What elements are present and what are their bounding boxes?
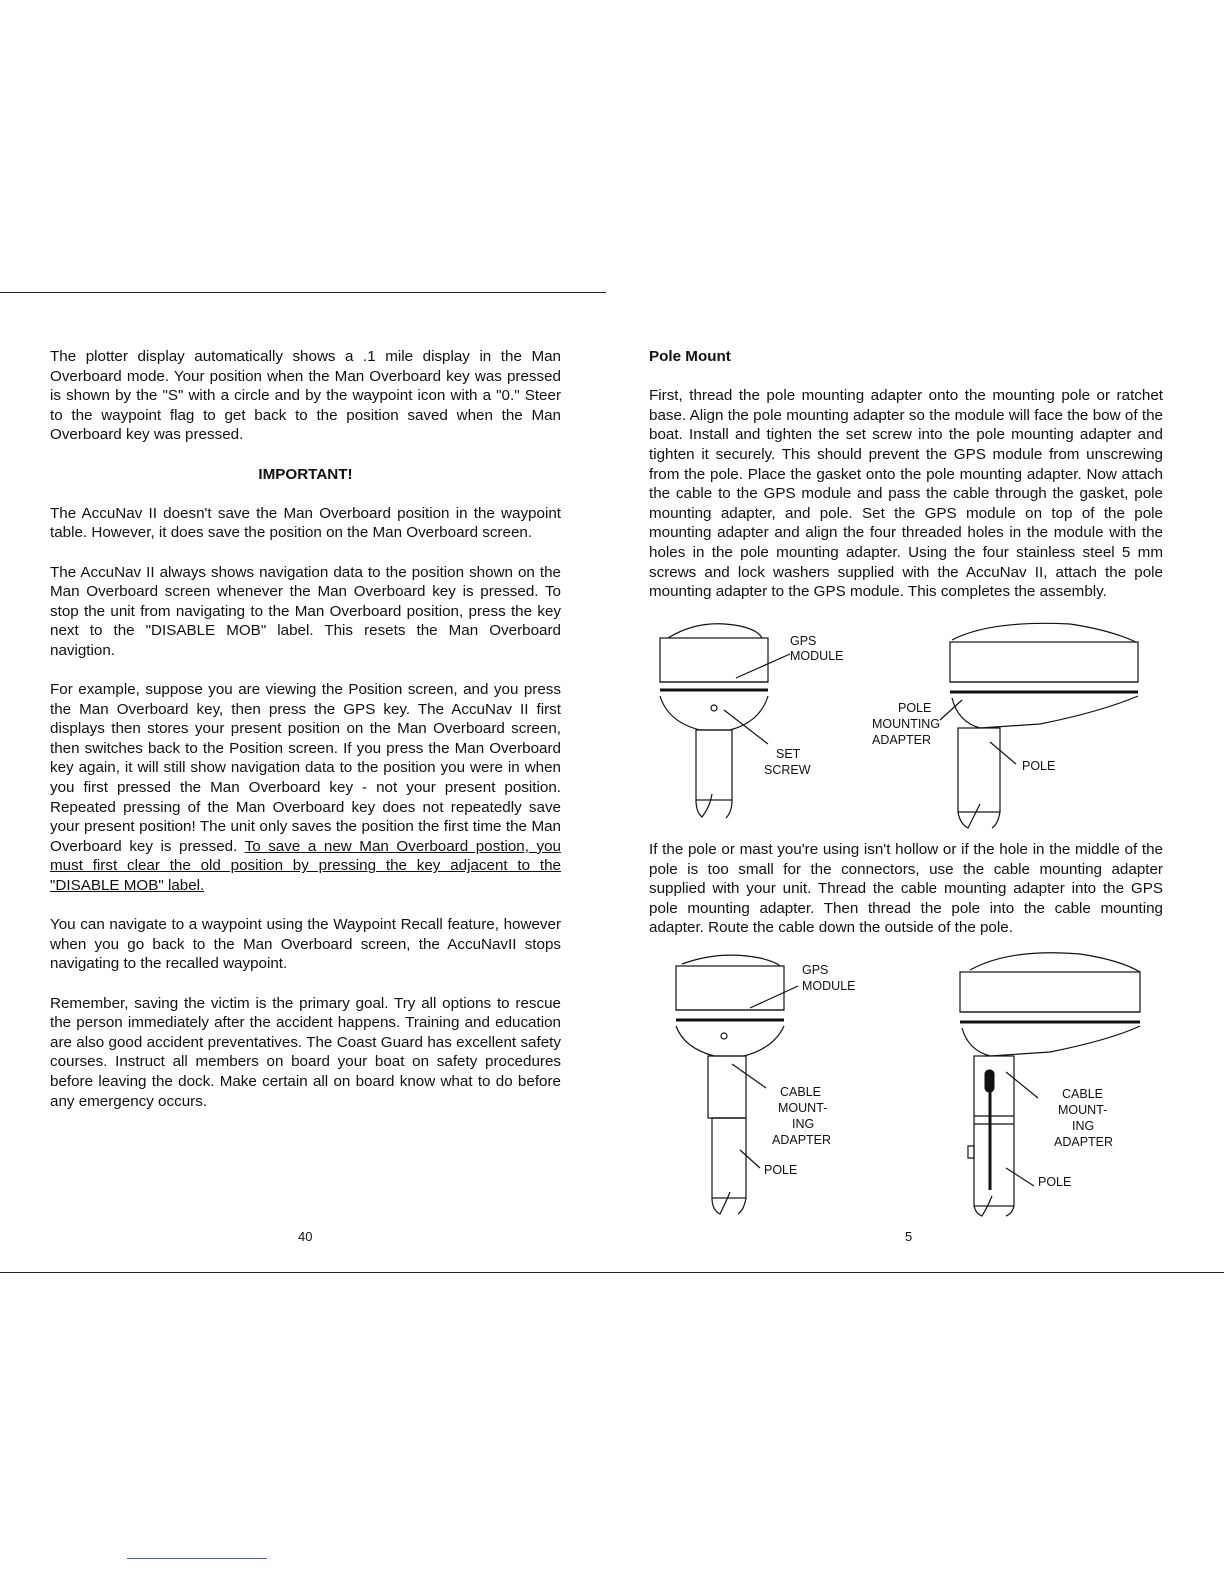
right-page-text-2 bbox=[649, 840, 1163, 958]
fig1-screw-label: SCREW bbox=[764, 763, 811, 777]
gps-module-drawing-right bbox=[940, 623, 1138, 828]
fig1-pole-mounting-label-3: ADAPTER bbox=[872, 733, 932, 747]
fig2-adapter-label-right: ADAPTER bbox=[1054, 1135, 1114, 1149]
left-para-6: Remember, saving the victim is the primary goal. Try all options to rescue the person immediately after the accident happens. Training and education are also good accident preventatives. The Coast Guard has excellent safety courses. Instruct all members on board your boat on safety procedures before leaving the dock. Make certain all on board know what to do before any emergency occurs. bbox=[50, 994, 561, 1110]
fig2-pole-label-right: POLE bbox=[1038, 1175, 1072, 1189]
fig2-cable-label-right: CABLE bbox=[1062, 1087, 1103, 1101]
fig1-pole-mounting-label-1: POLE bbox=[898, 701, 932, 715]
pole-mount-heading: Pole Mount bbox=[649, 348, 731, 365]
top-rule bbox=[0, 292, 606, 293]
fig2-mount-label-right: MOUNT- bbox=[1058, 1103, 1108, 1117]
important-heading: IMPORTANT! bbox=[258, 465, 353, 483]
left-page-number: 40 bbox=[298, 1229, 313, 1244]
fig2-cable-label-left: CABLE bbox=[780, 1085, 821, 1099]
fig1-pole-label: POLE bbox=[1022, 759, 1056, 773]
left-page bbox=[50, 347, 561, 1131]
bottom-rule bbox=[0, 1272, 1224, 1273]
right-para-2: If the pole or mast you're using isn't hollow or if the hole in the middle of the pole is too small for the connectors, use the cable mounting adapter supplied with your unit. Thread the cable mounting adapter into the GPS pole mounting adapter. Then thread the pole into the cable mounting adapter. Route the cable down the outside of the pole. bbox=[649, 841, 1163, 937]
fig2-pole-label-left: POLE bbox=[764, 1163, 798, 1177]
right-page-number: 5 bbox=[905, 1229, 913, 1244]
important-text: The AccuNav II doesn't save the Man Overboard position in the waypoint table. However, it does save the position on the Man Overboard screen. bbox=[50, 504, 561, 542]
cable-mount-figure bbox=[640, 948, 1160, 1218]
fig2-mount-label-left: MOUNT- bbox=[778, 1101, 828, 1115]
fig2-module-label: MODULE bbox=[802, 979, 856, 993]
fig1-module-label: MODULE bbox=[790, 649, 844, 663]
left-para-5: You can navigate to a waypoint using the Waypoint Recall feature, however when you go back to the Man Overboard screen, the AccuNavII stops navigating to the recalled waypoint. bbox=[50, 916, 561, 973]
fig1-pole-mounting-label-2: MOUNTING bbox=[872, 717, 941, 731]
fig2-ing-label-right: ING bbox=[1072, 1119, 1095, 1133]
fig1-set-label: SET bbox=[776, 747, 801, 761]
gps-module-drawing-left bbox=[660, 624, 790, 818]
footer-stub-rule bbox=[127, 1558, 267, 1559]
mob-clear-note: To save a new Man Overboard postion, you must first clear the old position by pressing the key adjacent to the "DISABLE MOB" label. bbox=[50, 837, 561, 895]
right-para-1: First, thread the pole mounting adapter onto the mounting pole or ratchet base. Align the pole mounting adapter so the module will face the bow of the boat. Install and tighten the set screw into the pole mounting adapter and tighten it securely. This should prevent the GPS module from unscrewing from the pole. Place the gasket onto the pole mounting adapter. Now attach the cable to the GPS module and pass the cable through the gasket, pole mounting adapter, and pole. Set the GPS module on top of the pole mounting adapter and align the four threaded holes in the module with the holes in the pole mounting adapter. Using the four stainless steel 5 mm screws and lock washers supplied with the AccuNav II, attach the pole mounting adapter to the GPS module. This completes the assembly. bbox=[649, 387, 1163, 601]
fig2-adapter-label-left: ADAPTER bbox=[772, 1133, 832, 1147]
pole-mount-figure bbox=[640, 612, 1160, 832]
fig1-gps-label: GPS bbox=[790, 634, 817, 648]
right-page-text-1 bbox=[649, 347, 1163, 621]
left-para-1: The plotter display automatically shows a .1 mile display in the Man Overboard mode. Your position when the Man Overboard key was pressed is shown by the "S" with a circle and by the waypoint icon with a "0." Steer to the waypoint flag to get back to the position saved when the Man Overboard key was pressed. bbox=[50, 348, 561, 444]
left-para-3: The AccuNav II always shows navigation data to the position shown on the Man Overboard screen whenever the Man Overboard key is pressed. To stop the unit from navigating to the Man Overboard position, press the key next to the "DISABLE MOB" label. This resets the Man Overboard navigtion. bbox=[50, 563, 561, 659]
fig2-ing-label-left: ING bbox=[792, 1117, 815, 1131]
fig2-gps-label: GPS bbox=[802, 963, 829, 977]
left-para-4: For example, suppose you are viewing the Position screen, and you press the Man Overboard key, then press the GPS key. The AccuNav II first displays then stores your present position on the Man Overboard screen, then switches back to the Position screen. If you press the Man Overboard key again, it will still show navigation data to the position you were in when you first pressed the Man Overboard key - not your present position. Repeated pressing of the Man Overboard key does not repeatedly save your present position! The unit only saves the position the first time the Man Overboard key is pressed. To save a new Man Overboard postion, you must first clear the old position by pressing the key adjacent to the "DISABLE MOB" label. bbox=[50, 681, 561, 895]
